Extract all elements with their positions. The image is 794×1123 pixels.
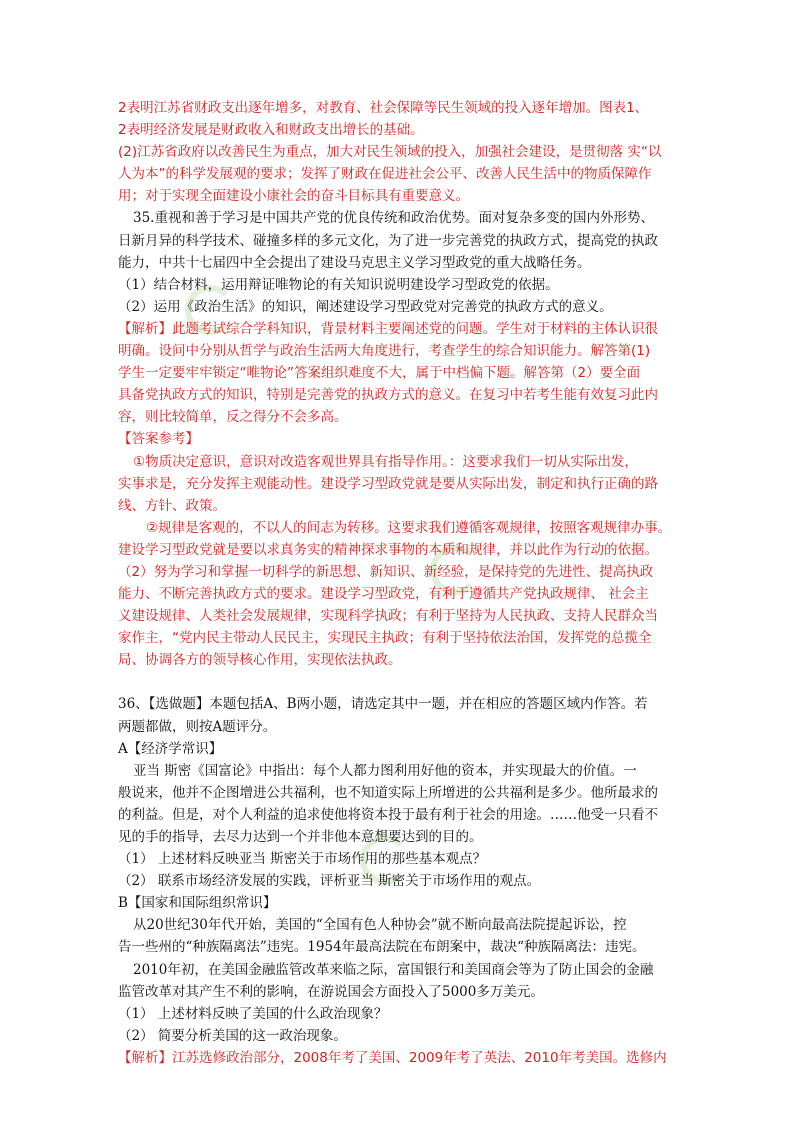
- text-line: 【解析】江苏选修政治部分，2008年考了美国、2009年考了英法、2010年考美国。选修内: [118, 1049, 667, 1066]
- text-line: 人为本”的科学发展观的要求；发挥了财政在促进社会公平、改善人民生活中的物质保障作: [118, 166, 652, 183]
- text-line: （2）努为学习和掌握一切科学的新思想、新知识、新经验，是保持党的先进性、提高执政: [118, 563, 654, 580]
- text-line: 实事求是，充分发挥主观能动性。建设学习型政党就是要从实际出发，制定和执行正确的路: [118, 475, 658, 492]
- text-line: 2表明江苏省财政支出逐年增多，对教育、社会保障等民生领域的投入逐年增加。图表1、: [118, 100, 649, 116]
- text-line: 【答案参考】: [118, 431, 199, 448]
- text-line: 义建设规律、人类社会发展规律，实现科学执政；有利于坚持为人民执政、支持人民群众当: [118, 608, 658, 625]
- text-line: 日新月异的科学技术、碰撞多样的多元文化，为了进一步完善党的执政方式，提高党的执政: [118, 232, 658, 249]
- text-line: （2） 简要分析美国的这一政治现象。: [118, 1027, 347, 1044]
- text-line: 学生一定要牢牢锁定“唯物论”答案组织难度不大，属于中档偏下题。解答第（2）要全面: [118, 365, 641, 382]
- text-line: 明确。设问中分别从哲学与政治生活两大角度进行，考查学生的综合知识能力。解答第(1): [118, 343, 651, 360]
- text-line: 36、【选做题】本题包括A、B两小题，请选定其中一题，并在相应的答题区域内作答。若: [118, 696, 648, 713]
- text-line: 家作主，“党内民主带动人民民主，实现民主执政；有利于坚持依法治国，发挥党的总揽全: [118, 630, 652, 647]
- text-line: 亚当 斯密《国富论》中指出：每个人都力图利用好他的资本，并实现最大的价值。一: [133, 762, 637, 779]
- text-line: 35.重视和善于学习是中国共产党的优良传统和政治优势。面对复杂多变的国内外形势、: [133, 210, 654, 227]
- text-line: 建设学习型政党就是要以求真务实的精神探求事物的本质和规律，并以此作为行动的依据。: [118, 541, 658, 558]
- text-line: （1）结合材料，运用辩证唯物论的有关知识说明建设学习型政党的依据。: [118, 276, 559, 293]
- text-line: 告一些州的“种族隔离法”违宪。1954年最高法院在布朗案中，裁决“种族隔离法：违宪。: [118, 939, 646, 956]
- text-line: 两题都做，则按A题评分。: [118, 718, 277, 735]
- text-line: （2）运用《政治生活》的知识，阐述建设学习型政党对完善党的执政方式的意义。: [118, 298, 613, 315]
- text-line: （2） 联系市场经济发展的实践，评析亚当 斯密关于市场作用的观点。: [118, 873, 541, 890]
- text-line: 【解析】此题考试综合学科知识，背景材料主要阐述党的问题。学生对于材料的主体认识很: [118, 320, 658, 337]
- text-line: 从20世纪30年代开始，美国的“全国有色人种协会”就不断向最高法院提起诉讼，控: [133, 917, 627, 934]
- text-line: 容，则比较简单，反之得分不会多高。: [118, 409, 348, 426]
- text-line: 监管改革对其产生不利的影响，在游说国会方面投入了5000多万美元。: [118, 983, 544, 1000]
- text-line: 用；对于实现全面建设小康社会的奋斗目标具有重要意义。: [118, 188, 469, 205]
- text-line: 线、方针、政策。: [118, 497, 226, 514]
- text-line: 能力，中共十七届四中全会提出了建设马克思主义学习型政党的重大战略任务。: [118, 254, 591, 271]
- text-line: A【经济学常识】: [118, 740, 223, 757]
- text-line: （1） 上述材料反映了美国的什么政治现象？: [118, 1005, 388, 1022]
- text-line: 般说来，他并不企图增进公共福利，也不知道实际上所增进的公共福利是多少。他所最求的: [118, 784, 658, 801]
- text-line: 能力、不断完善执政方式的要求。建设学习型政党，有利于遵循共产党执政规律、 社会主: [118, 586, 649, 603]
- text-line: 局、协调各方的领导核心作用，实现依法执政。: [118, 652, 402, 669]
- blank-line: [118, 671, 676, 693]
- text-line: 2表明经济发展是财政收入和财政支出增长的基础。: [118, 122, 424, 139]
- text-line: 具备党执政方式的知识，特别是完善党的执政方式的意义。在复习中若考生能有效复习此内: [118, 387, 658, 404]
- text-line: 的利益。但是，对个人利益的追求使他将资本投于最有利于社会的用途。……他受一只看不: [118, 806, 658, 823]
- text-line: ①物质决定意识，意识对改造客观世界具有指导作用。：这要求我们一切从实际出发，: [133, 453, 638, 470]
- text-line: 见的手的指导，去尽力达到一个并非他本意想要达到的目的。: [118, 829, 483, 845]
- text-line: (2)江苏省政府以改善民生为重点，加大对民生领域的投入，加强社会建设，是贯彻落 实“以: [118, 144, 662, 161]
- text-line: 2010年初，在美国金融监管改革来临之际，富国银行和美国商会等为了防止国会的金融: [133, 961, 654, 978]
- text-line: ②规律是客观的，不以人的间志为转移。这要求我们遵循客观规律，按照客观规律办事。: [146, 519, 672, 536]
- text-line: B【国家和国际组织常识】: [118, 895, 277, 912]
- document-page: [118, 97, 676, 1069]
- text-line: （1） 上述材料反映亚当 斯密关于市场作用的那些基本观点？: [118, 851, 487, 868]
